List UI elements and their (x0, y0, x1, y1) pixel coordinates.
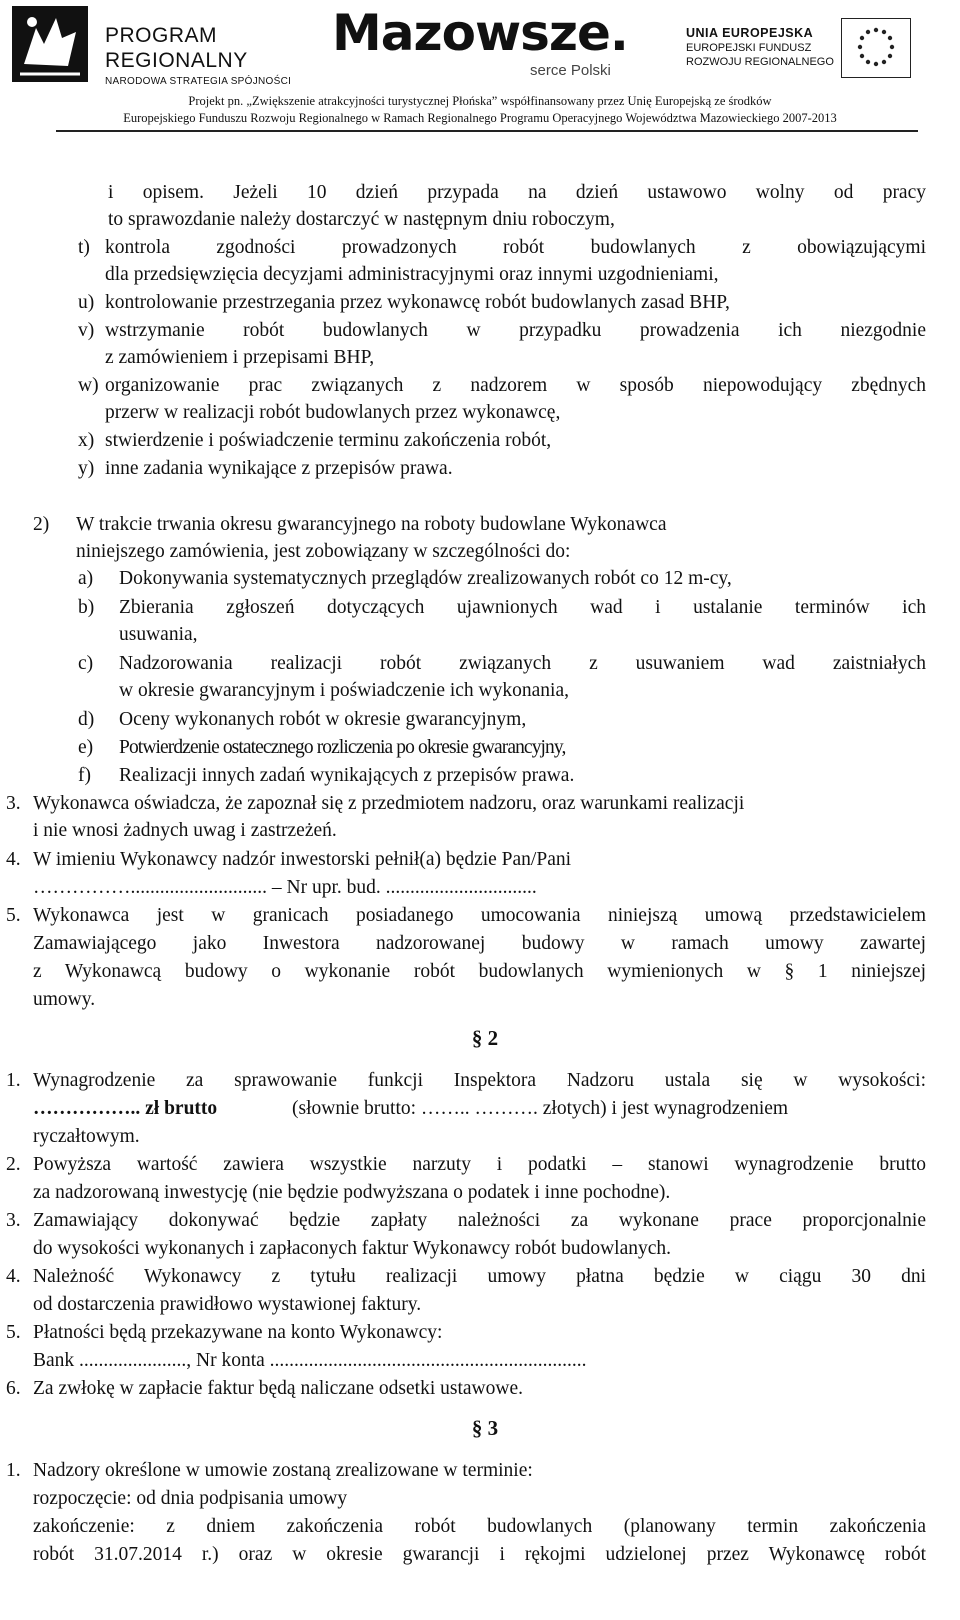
list-marker: 1. (6, 1070, 21, 1091)
section-heading: § 2 (471, 1026, 499, 1050)
text-line: od dostarczenia prawidłowo wystawionej faktury. (33, 1294, 422, 1315)
list-marker: e) (78, 737, 94, 758)
eu-line-3: ROZWOJU REGIONALNEGO (686, 56, 834, 68)
list-marker: d) (78, 709, 95, 730)
project-line-1: Projekt pn. „Zwiększenie atrakcyjności turystycznej Płońska” współfinansowany przez Unię Europejską ze środków (188, 94, 772, 108)
mazowsze-wordmark: Mazowsze. (332, 4, 628, 62)
eu-line-2: EUROPEJSKI FUNDUSZ (686, 42, 812, 54)
text-line: za nadzorowaną inwestycję (nie będzie podwyższana o podatek i inne pochodne). (33, 1182, 671, 1203)
text-line: Nadzorowania realizacji robót związanych z usuwaniem wad zaistniałych (119, 653, 926, 674)
text-line: w okresie gwarancyjnym i poświadczenie ich wykonania, (119, 680, 569, 701)
text-line: W imieniu Wykonawcy nadzór inwestorski pełnił(a) będzie Pan/Pani (33, 849, 572, 870)
list-marker: 3. (6, 793, 21, 814)
list-marker: 5. (6, 1322, 21, 1343)
text-line: wstrzymanie robót budowlanych w przypadku prowadzenia ich niezgodnie (105, 320, 926, 341)
text-line: Wykonawca oświadcza, że zapoznał się z przedmiotem nadzoru, oraz warunkami realizacji (33, 793, 745, 814)
list-marker: b) (78, 597, 95, 618)
list-marker: 4. (6, 1266, 21, 1287)
text-line: dla przedsięwzięcia decyzjami administracyjnymi oraz innymi uzgodnieniami, (105, 264, 719, 285)
text-line: stwierdzenie i poświadczenie terminu zakończenia robót, (105, 430, 552, 451)
text-line: przerw w realizacji robót budowlanych przez wykonawcę, (105, 402, 561, 423)
text-line: niniejszego zamówienia, jest zobowiązany w szczególności do: (76, 541, 571, 562)
section-heading: § 3 (471, 1416, 499, 1440)
list-marker: 1. (6, 1460, 21, 1481)
text-line: Oceny wykonanych robót w okresie gwarancyjnym, (119, 709, 527, 730)
text-line: Zamawiający dokonywać będzie zapłaty należności za wykonane prace proporcjonalnie (33, 1210, 926, 1231)
list-marker: v) (78, 320, 95, 341)
text-line: ……………............................ – Nr upr. bud. ............................... (33, 877, 537, 898)
text-line: Zbierania zgłoszeń dotyczących ujawnionych wad i ustalanie terminów ich (119, 597, 926, 618)
text-line: W trakcie trwania okresu gwarancyjnego na roboty budowlane Wykonawca (76, 514, 667, 535)
list-marker: y) (78, 458, 95, 479)
text-line: z Wykonawcą budowy o wykonanie robót budowlanych wymienionych w § 1 niniejszej (33, 961, 926, 982)
text-line: Nadzory określone w umowie zostaną zrealizowane w terminie: (33, 1460, 533, 1481)
text-line: Należność Wykonawcy z tytułu realizacji umowy płatna będzie w ciągu 30 dni (33, 1266, 926, 1287)
program-line-1: PROGRAM (105, 24, 218, 47)
text-line: organizowanie prac związanych z nadzorem w sposób niepowodujący zbędnych (105, 375, 926, 396)
text-line: do wysokości wykonanych i zapłaconych faktur Wykonawcy robót budowlanych. (33, 1238, 672, 1259)
list-marker: x) (78, 430, 95, 451)
program-line-2: REGIONALNY (105, 49, 248, 72)
text-line: Wynagrodzenie za sprawowanie funkcji Inspektora Nadzoru ustala się w wysokości: (33, 1070, 926, 1091)
program-line-3: NARODOWA STRATEGIA SPÓJNOŚCI (105, 76, 292, 87)
list-marker: 2) (33, 514, 50, 535)
text-line: Wykonawca jest w granicach posiadanego umocowania niniejszą umową przedstawicielem (33, 905, 926, 926)
eu-line-1: UNIA EUROPEJSKA (686, 26, 814, 40)
amount-field: …………….. zł brutto (33, 1098, 218, 1119)
text-line: Zamawiającego jako Inwestora nadzorowanej budowy w ramach umowy zawartej (33, 933, 926, 954)
list-marker: w) (78, 375, 99, 396)
list-marker: u) (78, 292, 95, 313)
text-line: Za zwłokę w zapłacie faktur będą naliczane odsetki ustawowe. (33, 1378, 523, 1399)
text-line: to sprawozdanie należy dostarczyć w następnym dniu roboczym, (108, 209, 615, 230)
text-line: kontrola zgodności prowadzonych robót budowlanych z obowiązującymi (105, 237, 926, 258)
list-marker: 3. (6, 1210, 21, 1231)
text-line: usuwania, (119, 624, 198, 645)
text-line: (słownie brutto: …….. ………. złotych) i jest wynagrodzeniem (292, 1098, 789, 1119)
text-line: zakończenie: z dniem zakończenia robót budowlanych (planowany termin zakończenia (33, 1516, 926, 1537)
list-marker: t) (78, 237, 90, 258)
text-line: Powyższa wartość zawiera wszystkie narzuty i podatki – stanowi wynagrodzenie brutto (33, 1154, 926, 1175)
list-marker: 6. (6, 1378, 21, 1399)
text-line: ryczałtowym. (33, 1126, 140, 1147)
text-line: Potwierdzenie ostatecznego rozliczenia po okresie gwarancyjny, (119, 737, 566, 758)
text-line: rozpoczęcie: od dnia podpisania umowy (33, 1488, 348, 1509)
text-line: kontrolowanie przestrzegania przez wykonawcę robót budowlanych zasad BHP, (105, 292, 730, 313)
list-marker: f) (78, 765, 91, 786)
text-line: robót 31.07.2014 r.) oraz w okresie gwarancji i rękojmi udzielonej przez Wykonawcę robót (33, 1544, 926, 1565)
text-line: Realizacji innych zadań wynikających z przepisów prawa. (119, 765, 575, 786)
list-marker: c) (78, 653, 94, 674)
text-line: Płatności będą przekazywane na konto Wykonawcy: (33, 1322, 443, 1343)
text-line: Bank ......................, Nr konta ................................................................. (33, 1350, 587, 1371)
list-marker: 4. (6, 849, 21, 870)
mazowsze-tagline: serce Polski (530, 62, 611, 79)
text-line: Dokonywania systematycznych przeglądów zrealizowanych robót co 12 m-cy, (119, 568, 732, 589)
list-marker: 5. (6, 905, 21, 926)
text-line: i opisem. Jeżeli 10 dzień przypada na dzień ustawowo wolny od pracy (108, 182, 926, 203)
text-line: umowy. (33, 989, 96, 1010)
text-line: inne zadania wynikające z przepisów prawa. (105, 458, 453, 479)
text-line: i nie wnosi żadnych uwag i zastrzeżeń. (33, 820, 337, 841)
text-line: z zamówieniem i przepisami BHP, (105, 347, 375, 368)
list-marker: 2. (6, 1154, 21, 1175)
project-line-2: Europejskiego Funduszu Rozwoju Regionalnego w Ramach Regionalnego Programu Operacyjnego Województwa Mazowieckiego 2007-2013 (123, 111, 837, 125)
list-marker: a) (78, 568, 94, 589)
